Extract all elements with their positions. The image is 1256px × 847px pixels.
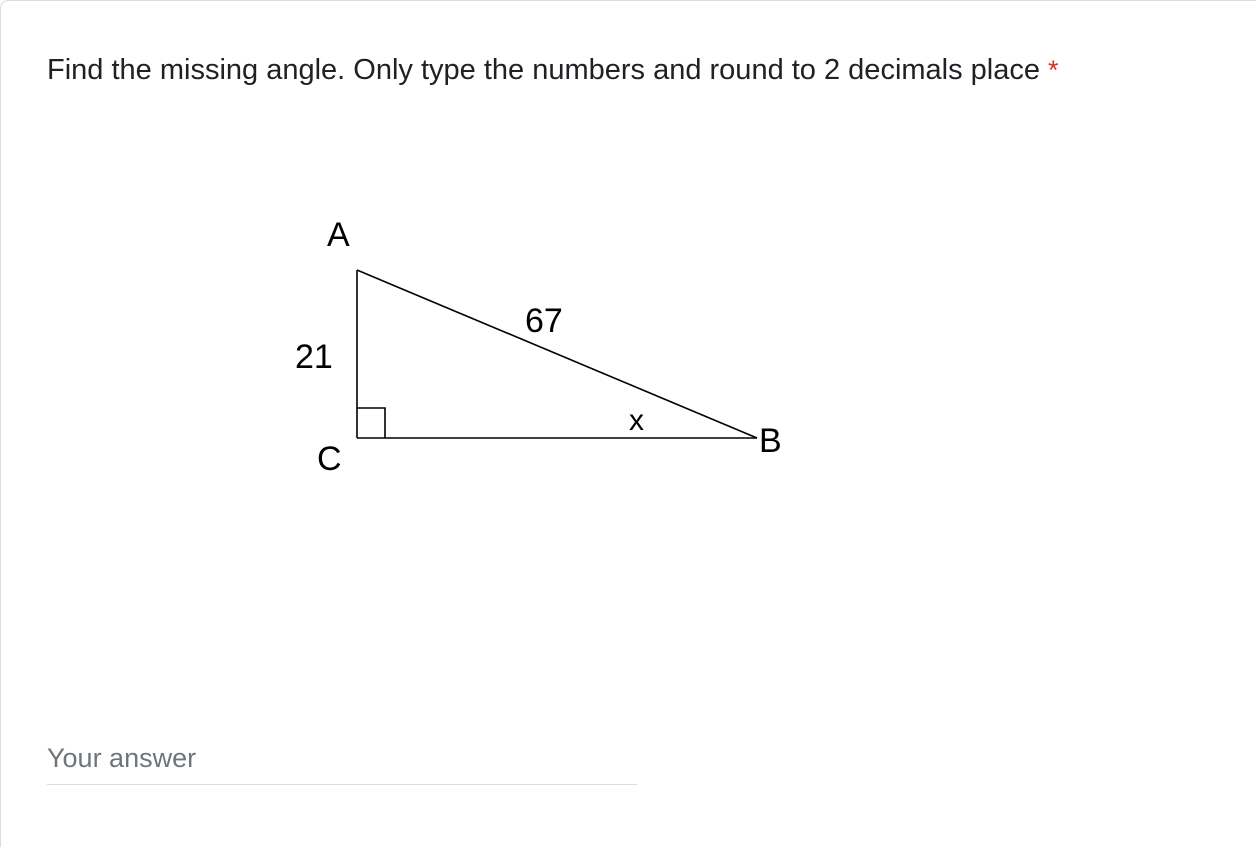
triangle-figure	[281, 196, 801, 496]
angle-b-label: x	[629, 404, 644, 437]
side-ab-line	[357, 270, 757, 438]
triangle-diagram	[281, 196, 801, 496]
answer-input[interactable]	[47, 739, 637, 785]
right-angle-marker	[357, 408, 385, 438]
question-text: Find the missing angle. Only type the numbers and round to 2 decimals place	[47, 54, 1040, 86]
side-ac-label: 21	[295, 338, 333, 376]
vertex-b-label: B	[759, 422, 782, 460]
required-asterisk: *	[1048, 55, 1059, 85]
side-ab-label: 67	[525, 302, 563, 340]
answer-field-wrap	[47, 739, 637, 785]
question-title	[47, 54, 1059, 87]
vertex-a-label: A	[327, 216, 350, 254]
vertex-c-label: C	[317, 440, 342, 478]
